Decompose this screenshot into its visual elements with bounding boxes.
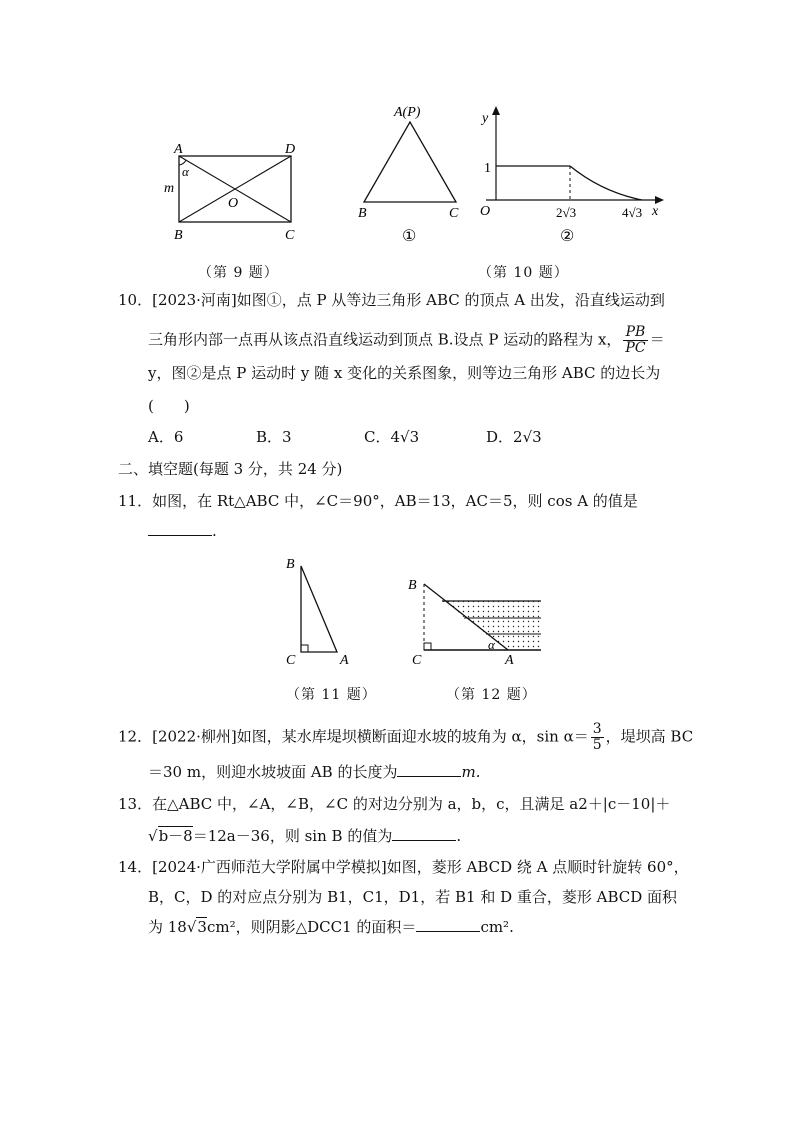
fig10-graph-label-1: 1 xyxy=(484,161,491,176)
fig12-label-B: B xyxy=(408,578,417,593)
fig11-label-A: A xyxy=(340,653,349,668)
q12-line2 xyxy=(148,761,480,782)
q10-line3 xyxy=(148,362,660,383)
q13-text-line2: ＝12a－36，则 sin B 的值为 xyxy=(192,827,393,845)
fig10-graph-label-y: y xyxy=(482,111,489,126)
figure-11 xyxy=(280,552,360,672)
q11-end: . xyxy=(212,522,217,540)
q13-text-line1: 在△ABC 中，∠A，∠B，∠C 的对边分别为 a，b，c，且满足 a2＋|c－10|＋ xyxy=(152,795,671,813)
fig11-label-C: C xyxy=(286,653,296,668)
fig10-graph-label-x: x xyxy=(652,204,659,219)
q11-line2 xyxy=(148,522,217,540)
q12-frac-den: 5 xyxy=(592,737,602,753)
fig10-label-B: B xyxy=(358,206,367,221)
q10-line1 xyxy=(118,289,665,310)
fig10-graph-tick-2sqrt3: 2√3 xyxy=(556,205,577,220)
fig11-label-B: B xyxy=(286,557,295,572)
q10-paren xyxy=(148,395,190,416)
q12-text-line1a: [2022·柳州]如图，某水库堤坝横断面迎水坡的坡角为 α，sin α＝ xyxy=(152,727,589,746)
figure-9-caption: （第 9 题） xyxy=(198,265,279,281)
fig10-label-C: C xyxy=(449,206,459,221)
q13-radicand: b－8 xyxy=(158,827,193,845)
figure-9 xyxy=(160,138,310,248)
figure-12 xyxy=(402,570,552,670)
fig9-label-C: C xyxy=(285,228,295,243)
q10-text-line2: 三角形内部一点再从该点沿直线运动到顶点 B.设点 P 运动的路程为 x， xyxy=(148,330,622,349)
q13-line1 xyxy=(118,793,670,814)
fig9-label-B: B xyxy=(174,228,183,243)
q13-answer-blank[interactable] xyxy=(392,828,456,841)
q10-text-line3: y，图②是点 P 运动时 y 随 x 变化的关系图象，则等边三角形 ABC 的边长为 xyxy=(148,364,661,382)
section-2-heading: 二、填空题(每题 3 分，共 24 分) xyxy=(118,460,343,478)
q14-text-line1: [2024·广西师范大学附属中学模拟]如图，菱形 ABCD 绕 A 点顺时针旋转 60°， xyxy=(152,858,689,876)
q14-text-line3b: cm²，则阴影△DCC1 的面积＝ xyxy=(206,918,417,936)
q12-line1 xyxy=(118,722,693,753)
q10-option-c: C．4√3 xyxy=(364,428,420,446)
figure-11-caption: （第 11 题） xyxy=(286,687,377,703)
q14-line3 xyxy=(148,916,514,937)
q14-text-line3a: 为 18 xyxy=(148,918,187,936)
fig10-label-circle1: ① xyxy=(402,228,417,245)
q10-source: [2023·河南] xyxy=(152,291,237,309)
fig12-label-C: C xyxy=(412,653,422,668)
q10-answer-paren: ( ) xyxy=(148,397,190,415)
figure-10-triangle xyxy=(350,98,470,248)
q10-option-a: A．6 xyxy=(148,428,184,446)
q12-fraction xyxy=(591,722,604,753)
q10-fraction xyxy=(623,325,647,356)
figure-12-caption: （第 12 题） xyxy=(446,687,537,703)
q12-unit: m. xyxy=(461,763,481,781)
q11-number: 11． xyxy=(118,492,153,510)
fig9-label-O: O xyxy=(228,196,239,211)
q13-radical-sign: √ xyxy=(148,827,158,845)
q14-radicand: 3 xyxy=(197,918,207,936)
q12-text-line2a: ＝30 m，则迎水坡坡面 AB 的长度为 xyxy=(148,763,398,781)
fig10-graph-tick-4sqrt3: 4√3 xyxy=(622,205,643,220)
fig10-label-AP: A(P) xyxy=(394,105,421,120)
fig12-label-A: A xyxy=(505,653,514,668)
q11-text-line1: 如图，在 Rt△ABC 中，∠C＝90°，AB＝13，AC＝5，则 cos A 的值是 xyxy=(152,492,638,510)
fig9-label-A: A xyxy=(174,142,183,157)
q10-line2 xyxy=(148,325,665,356)
q12-number: 12． xyxy=(118,727,153,746)
fig10-graph-label-O: O xyxy=(480,204,491,219)
q11-line1 xyxy=(118,490,638,511)
fig9-label-D: D xyxy=(285,142,296,157)
fig10-label-circle2: ② xyxy=(560,228,575,245)
q11-answer-blank[interactable] xyxy=(148,523,212,536)
q14-text-line2: B，C，D 的对应点分别为 B1，C1，D1，若 B1 和 D 重合，菱形 ABCD 面积 xyxy=(148,888,678,906)
q14-number: 14． xyxy=(118,858,153,876)
q12-text-line1b: ，堤坝高 BC xyxy=(605,727,694,746)
q10-option-d: D．2√3 xyxy=(486,428,542,446)
q10-frac-num: PB xyxy=(623,325,647,341)
q12-answer-blank[interactable] xyxy=(397,764,461,777)
q13-line2 xyxy=(148,825,461,846)
q14-radical-sign: √ xyxy=(186,918,197,936)
q10-option-b: B．3 xyxy=(256,428,292,446)
q14-line1 xyxy=(118,856,689,877)
fig9-label-alpha: α xyxy=(182,164,189,179)
figure-10-caption: （第 10 题） xyxy=(478,265,569,281)
q12-frac-num: 3 xyxy=(592,721,602,737)
q14-line2 xyxy=(148,886,677,907)
q13-number: 13． xyxy=(118,795,153,813)
q10-number: 10． xyxy=(118,291,153,309)
q10-frac-den: PC xyxy=(625,340,646,356)
q10-frac-eq: ＝ xyxy=(649,330,665,349)
fig12-label-alpha: α xyxy=(488,637,495,652)
fig9-label-m: m xyxy=(164,181,175,196)
figure-10-graph xyxy=(472,100,672,248)
q14-answer-blank[interactable] xyxy=(416,919,480,932)
q10-text-line1: 如图①，点 P 从等边三角形 ABC 的顶点 A 出发，沿直线运动到 xyxy=(236,291,665,309)
q14-end: cm². xyxy=(480,918,514,936)
q13-end: . xyxy=(456,827,462,845)
